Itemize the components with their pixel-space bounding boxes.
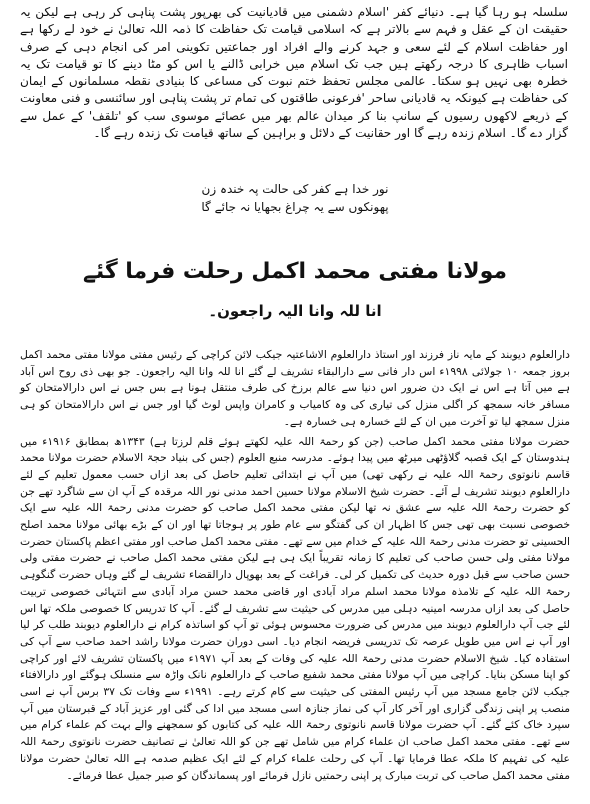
intro-paragraph: سلسلہ ہو رہا گیا ہے۔ دنیائے کفر 'اسلام دشمنی میں قادیانیت کی بھرپور پشت پناہی کر رہی ہے لیکن یہ حقیقت ان کے عقل و فہم سے بالاتر ہے کہ اسلامی قیامت تک حفاظت کا ذمہ اللہ تعالیٰ نے خود لے رکھا ہے اور حفاظت اسلام کے لئے سعی و جہد کرنے والے افراد اور جماعتیں تکوینی امر کی انجام دہی کے صرف اسباب ظاہری کا درجہ رکھتے ہیں جب تک اسلام میں خرابی ڈالنے یا اس کو مٹا دینے کا تو قیامت تک یہ خطرہ بھی نہیں ہو سکتا۔ عالمی مجلس تحفظ ختم نبوت کی مساعی کا بنیادی نقطہ مسلمانوں کے ایمان کی حفاظت ہے کیونکہ یہ قادیانی ساحر 'فرعونی طاقتوں کی تمام تر پشت پناہی اور سائنسی و فنی معاونت کے ذریعے لاکھوں رسیوں کے سانپ بنا کر میدان عالم بھر میں عصائے موسوی سب کو 'تلقف' کے عمل سے گزار دے گا۔ اسلام زندہ رہے گا اور حقانیت کے دلائل و براہین کے ساتھ قیامت تک زندہ رہے گا۔ [20,5,568,141]
body-paragraph-1: دارالعلوم دیوبند کے مایہ ناز فرزند اور استاذ دارالعلوم الاشاعتیہ جیکب لائن کراچی کے رئیس مفتی مولانا مفتی محمد اکمل بروز جمعہ ۱۰ جولائی ۱۹۹۸ء اس دار فانی سے دارالبقاء تشریف لے گئے انا للہ وانا الیہ راجعون۔ جو بھی ذی روح اس آباد ہے میں آتا ہے اس نے ایک دن ضرور اس دنیا سے عالم برزخ کی طرف منتقل ہونا ہے بس جس نے اس دارالامتحان کو مسافر خانہ سمجھ کر اگلی منزل کی تیاری کی وہ کامیاب و کامران واپس لوٹ گیا اور جس نے اس دارالامتحان کو ہی منزل سمجھ لیا تو آخرت میں ان کے لئے خسارہ ہی خسارہ ہے۔ [20,348,570,428]
body-paragraph-2: حضرت مولانا مفتی محمد اکمل صاحب (جن کو رحمۃ اللہ علیہ لکھتے ہوئے قلم لرزتا ہے) ۱۳۴۳ھ بمطابق ۱۹۱۶ء میں ہندوستان کے ایک قصبہ گلاؤٹھی میرٹھ میں پیدا ہوئے۔ مدرسہ منبع العلوم (جس کی بنیاد حجۃ الاسلام حضرت مولانا محمد قاسم نانوتوی رحمۃ اللہ علیہ نے رکھی تھی) میں آپ نے ابتدائی تعلیم حاصل کی بعد ازاں حسب معمول تعلیم کے لئے دارالعلوم دیوبند تشریف لے آئے۔ حضرت شیخ الاسلام مولانا حسین احمد مدنی نور اللہ مرقدہ کے آپ ان سے شاگرد تھے جن کو حضرت رحمۃ اللہ علیہ سے عشق نہ تھا لیکن مفتی محمد اکمل صاحب کو حضرت مدنی رحمۃ اللہ علیہ سے ایک خصوصی نسبت بھی تھی جس کا اظہار ان کی گفتگو سے عام طور پر ہوجاتا تھا اور ان کے بڑے بھائی مولانا محمد اصلح الحسینی تو حضرت مدنی رحمۃ اللہ علیہ کے خدام میں سے تھے۔ مفتی محمد اکمل صاحب اور مفتی اعظم پاکستان حضرت مولانا مفتی ولی حسن صاحب کی تعلیم کا زمانہ تقریباً ایک ہی ہے لیکن مفتی محمد اکمل صاحب نے حضرت مفتی ولی حسن صاحب سے قبل دورہ حدیث کی تکمیل کر لی۔ فراغت کے بعد بھوپال دارالقضاء تشریف لے گئے وہاں حضرت گنگوہی رحمۃ اللہ علیہ کے تلامذہ مولانا محمد اسلم مراد آبادی اور قاضی محمد حسن مراد آبادی سے انتہائی خصوصی تربیت حاصل کی بعد ازاں مدرسہ امینیہ دہلی میں مدرس کی حیثیت سے تشریف لے گئے۔ آپ کا تدریس کا خصوصی ملکہ تھا اس لئے جب آپ دارالعلوم دیوبند میں مدرس کی ضرورت محسوس ہوئی تو آپ کو اساتذہ کرام نے دارالعلوم دیوبند طلب کر لیا اور آپ نے اس میں طویل عرصہ تک تدریسی فریضہ انجام دیا۔ اسی دوران حضرت مولانا راشد احمد صاحب سے آپ کی استفادہ کیا۔ شیخ الاسلام حضرت مدنی رحمۃ اللہ علیہ کی وفات کے بعد آپ ۱۹۷۱ء میں پاکستان تشریف لائے اور کراچی کو اپنا مسکن بنایا۔ کراچی میں آپ مولانا مفتی محمد شفیع صاحب کے دارالعلوم نانک واڑہ سے منسلک ہوگئے اور دارالافتاء جیکب لائن جامع مسجد میں آپ رئیس المفتی کی حیثیت سے کام کرتے رہے۔ ۱۹۹۱ء سے وفات تک ۳۷ برس آپ نے اسی منصب پر اپنی زندگی گزاری اور آخر کار آپ کی نماز جنازہ اسی مسجد میں ادا کی گئی اور عزیز آباد کے قبرستان میں آپ سپرد خاک کئے گئے۔ آپ حضرت مولانا قاسم نانوتوی رحمۃ اللہ علیہ کی کتابوں کو سمجھنے والے بہت کم علماء کرام میں سے تھے۔ مفتی محمد اکمل صاحب ان علماء کرام میں شامل تھے جن کو اللہ تعالیٰ نے تصانیف حضرت نانوتوی رحمۃ اللہ علیہ کی تفہیم کا ملکہ عطا فرمایا تھا۔ آپ کی رحلت علماء کرام کے لئے ایک عظیم صدمہ ہے اللہ تعالیٰ حضرت مولانا مفتی محمد اکمل صاحب کی تربت مبارک پر اپنی رحمتیں نازل فرمائے اور پسماندگان کو صبر جمیل عطا فرمائے۔ [20,434,571,782]
couplet-line-2: پھونکوں سے یہ چراغ بجھایا نہ جائے گا [201,200,389,214]
poetry-couplet [0,180,590,216]
article-body [20,347,570,787]
couplet-line-1: نور خدا ہے کفر کی حالت پہ خندہ زن [201,182,389,196]
intro-section [20,4,568,142]
article-subheadline: انا للہ وانا الیہ راجعون۔ [208,302,382,320]
article-headline: مولانا مفتی محمد اکمل رحلت فرما گئے [82,259,508,284]
